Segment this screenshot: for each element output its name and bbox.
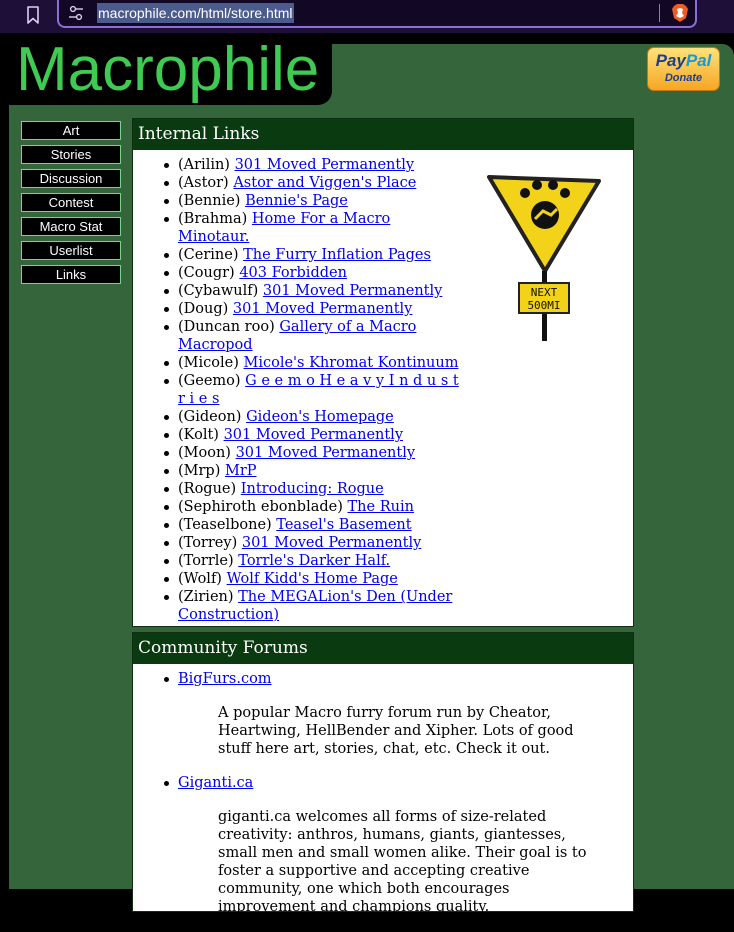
list-link[interactable]: Wolf Kidd's Home Page [226, 571, 398, 587]
list-link[interactable]: Home For a Macro Minotaur. [178, 211, 391, 245]
list-link[interactable]: MrP [224, 463, 257, 479]
forum-description: giganti.ca welcomes all forms of size-related creativity: anthros, humans, giants, giantesses, small men and small women alike. Their goal is to foster a supportive and accepting creative community, one which both encourages improvement and champions quality. [218, 809, 587, 915]
nav-art[interactable]: Art [21, 121, 121, 140]
road-sign-image [485, 171, 603, 343]
list-link[interactable]: 301 Moved Permanently [235, 445, 416, 461]
sidebar-nav [21, 121, 121, 289]
list-item: (Zirien) The MEGALion's Den (Under Construction) [178, 588, 463, 624]
nav-macro-stat[interactable]: Macro Stat [21, 217, 121, 236]
nav-links[interactable]: Links [21, 265, 121, 284]
list-item: (Astor) Astor and Viggen's Place [178, 174, 463, 192]
site-settings-icon[interactable] [68, 4, 84, 22]
list-item: (Doug) 301 Moved Permanently [178, 300, 463, 318]
list-link[interactable]: Torrle's Darker Half. [238, 553, 391, 569]
list-item: (Sephiroth ebonblade) The Ruin [178, 498, 463, 516]
list-item: (Bennie) Bennie's Page [178, 192, 463, 210]
internal-links-panel [132, 118, 634, 627]
list-link[interactable]: 301 Moved Permanently [234, 157, 415, 173]
sign-text: NEXT 500MI [527, 286, 561, 312]
bookmark-icon[interactable] [24, 5, 42, 25]
list-link[interactable]: The MEGALion's Den (Under Construction) [178, 589, 453, 623]
internal-links-title: Internal Links [133, 119, 633, 150]
site-logo[interactable]: Macrophile [16, 35, 320, 104]
list-item [178, 774, 598, 916]
nav-contest[interactable]: Contest [21, 193, 121, 212]
list-item: (Teaselbone) Teasel's Basement [178, 516, 463, 534]
forum-link-giganti[interactable]: Giganti.ca [178, 775, 254, 791]
list-link[interactable]: 301 Moved Permanently [223, 427, 404, 443]
internal-links-list [178, 156, 463, 624]
list-item: (Cybawulf) 301 Moved Permanently [178, 282, 463, 300]
list-item: (Cerine) The Furry Inflation Pages [178, 246, 463, 264]
brave-shields-icon[interactable] [671, 3, 689, 23]
list-link[interactable]: Gallery of a Macro Macropod [178, 319, 417, 353]
list-item [178, 670, 598, 758]
list-item: (Geemo) G e e m o H e a v y I n d u s t r i e s [178, 372, 463, 408]
list-link[interactable]: 301 Moved Permanently [262, 283, 443, 299]
list-item: (Mrp) MrP [178, 462, 463, 480]
list-item: (Duncan roo) Gallery of a Macro Macropod [178, 318, 463, 354]
forum-description: A popular Macro furry forum run by Cheator, Heartwing, HellBender and Xipher. Lots of good stuff here art, stories, chat, etc. Check it out. [218, 705, 574, 757]
nav-discussion[interactable]: Discussion [21, 169, 121, 188]
web-page [0, 33, 734, 915]
list-link[interactable]: 403 Forbidden [239, 265, 347, 281]
donate-label: Donate [664, 72, 703, 84]
list-item: (Cougr) 403 Forbidden [178, 264, 463, 282]
paypal-logo: PayPal [655, 51, 712, 70]
list-link[interactable]: G e e m o H e a v y I n d u s t r i e s [178, 373, 459, 407]
list-link[interactable]: 301 Moved Permanently [241, 535, 422, 551]
address-bar[interactable] [57, 0, 697, 28]
list-link[interactable]: Introducing: Rogue [240, 481, 384, 497]
list-link[interactable]: 301 Moved Permanently [232, 301, 413, 317]
list-item: (Brahma) Home For a Macro Minotaur. [178, 210, 463, 246]
list-item: (Moon) 301 Moved Permanently [178, 444, 463, 462]
community-forums-panel [132, 632, 634, 915]
forums-list [178, 670, 598, 932]
list-link[interactable]: Astor and Viggen's Place [233, 175, 417, 191]
list-item: (Micole) Micole's Khromat Kontinuum [178, 354, 463, 372]
list-item: (Arilin) 301 Moved Permanently [178, 156, 463, 174]
list-item: (Torrle) Torrle's Darker Half. [178, 552, 463, 570]
toolbar-divider [659, 4, 660, 22]
list-item: (Gideon) Gideon's Homepage [178, 408, 463, 426]
paypal-donate-button[interactable] [647, 47, 720, 91]
list-item: (Kolt) 301 Moved Permanently [178, 426, 463, 444]
list-link[interactable]: The Furry Inflation Pages [243, 247, 431, 263]
list-link[interactable]: Micole's Khromat Kontinuum [243, 355, 459, 371]
community-forums-title: Community Forums [133, 633, 633, 664]
nav-userlist[interactable]: Userlist [21, 241, 121, 260]
url-text[interactable]: macrophile.com/html/store.html [98, 5, 293, 21]
nav-stories[interactable]: Stories [21, 145, 121, 164]
list-link[interactable]: Bennie's Page [245, 193, 348, 209]
logo-area [0, 33, 332, 105]
forum-link-bigfurs[interactable]: BigFurs.com [178, 671, 272, 687]
list-link[interactable]: The Ruin [347, 499, 414, 515]
list-item: (Wolf) Wolf Kidd's Home Page [178, 570, 463, 588]
list-item: (Rogue) Introducing: Rogue [178, 480, 463, 498]
list-link[interactable]: Teasel's Basement [276, 517, 412, 533]
list-item: (Torrey) 301 Moved Permanently [178, 534, 463, 552]
list-link[interactable]: Gideon's Homepage [246, 409, 394, 425]
browser-toolbar [0, 0, 734, 33]
